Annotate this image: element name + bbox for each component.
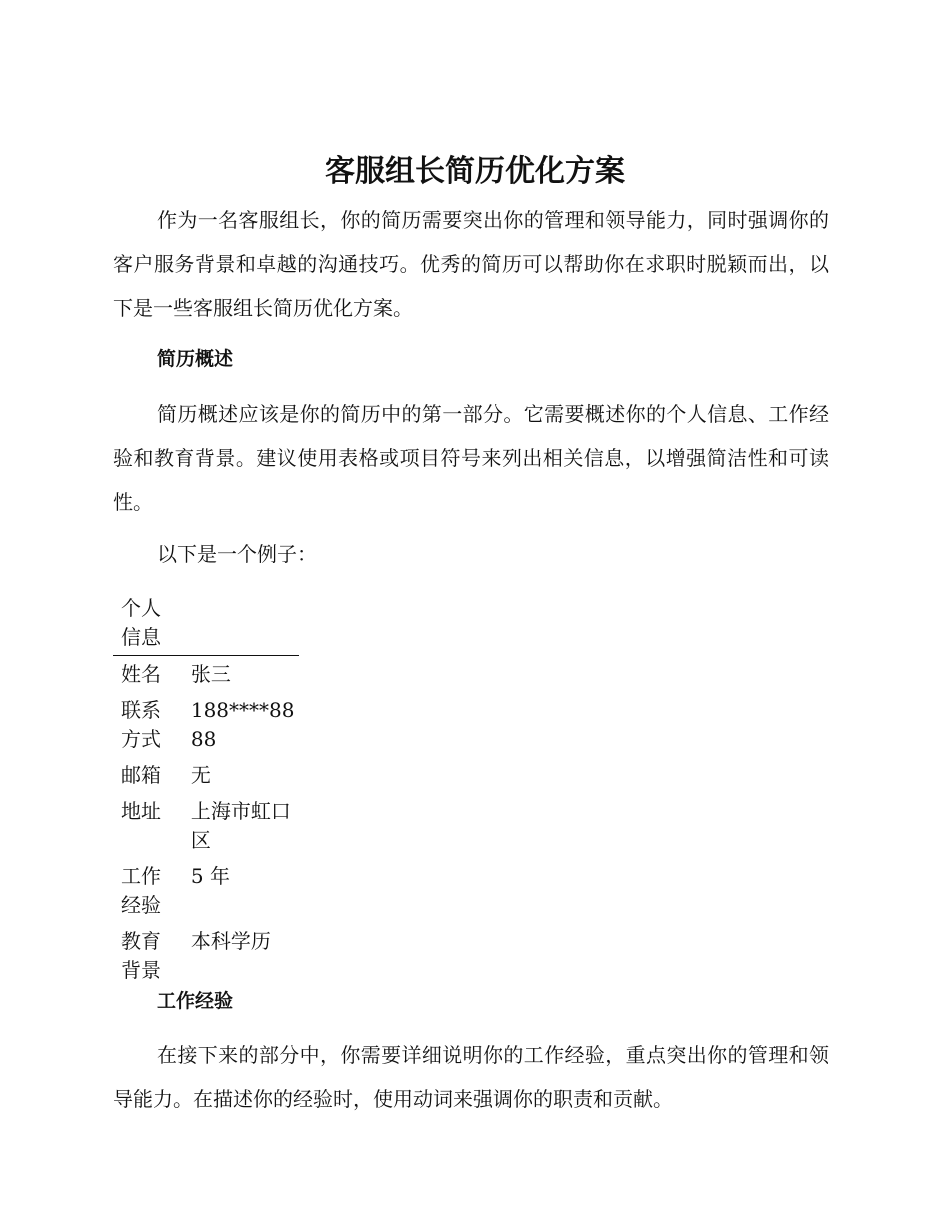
table-row: [113, 757, 299, 793]
table-header-cell: 个人信息: [113, 594, 173, 656]
personal-info-table: [113, 594, 299, 988]
row-value: 5 年: [190, 864, 230, 888]
row-label: 工作经验: [121, 864, 161, 917]
intro-paragraph: 作为一名客服组长，你的简历需要突出你的管理和领导能力，同时强调你的客户服务背景和卓越的沟通技巧。优秀的简历可以帮助你在求职时脱颖而出，以下是一些客服组长简历优化方案。: [113, 208, 829, 320]
row-label: 邮箱: [121, 763, 161, 787]
row-value: 本科学历: [190, 929, 271, 953]
row-value: 无: [190, 763, 211, 787]
row-label: 联系方式: [121, 698, 161, 751]
row-value: 张三: [190, 662, 231, 686]
table-row: [113, 858, 299, 923]
table-header-row: [113, 594, 299, 656]
table-row: [113, 793, 299, 858]
overview-paragraph: 简历概述应该是你的简历中的第一部分。它需要概述你的个人信息、工作经验和教育背景。建议使用表格或项目符号来列出相关信息，以增强简洁性和可读性。: [113, 402, 829, 514]
table-row: [113, 692, 299, 757]
row-value: 188****8888: [190, 698, 295, 751]
row-label: 地址: [121, 799, 161, 823]
table-header-empty-cell: [173, 594, 299, 656]
example-intro: 以下是一个例子：: [157, 542, 317, 566]
section-heading-experience: 工作经验: [157, 990, 234, 1012]
section-heading-overview: 简历概述: [157, 348, 234, 370]
row-label: 姓名: [121, 662, 161, 686]
experience-paragraph: 在接下来的部分中，你需要详细说明你的工作经验，重点突出你的管理和领导能力。在描述你的经验时，使用动词来强调你的职责和贡献。: [113, 1043, 829, 1111]
document-title: 客服组长简历优化方案: [325, 154, 625, 189]
table-row: [113, 656, 299, 693]
table-row: [113, 923, 299, 988]
row-label: 教育背景: [121, 929, 161, 982]
row-value: 上海市虹口区: [190, 799, 291, 852]
